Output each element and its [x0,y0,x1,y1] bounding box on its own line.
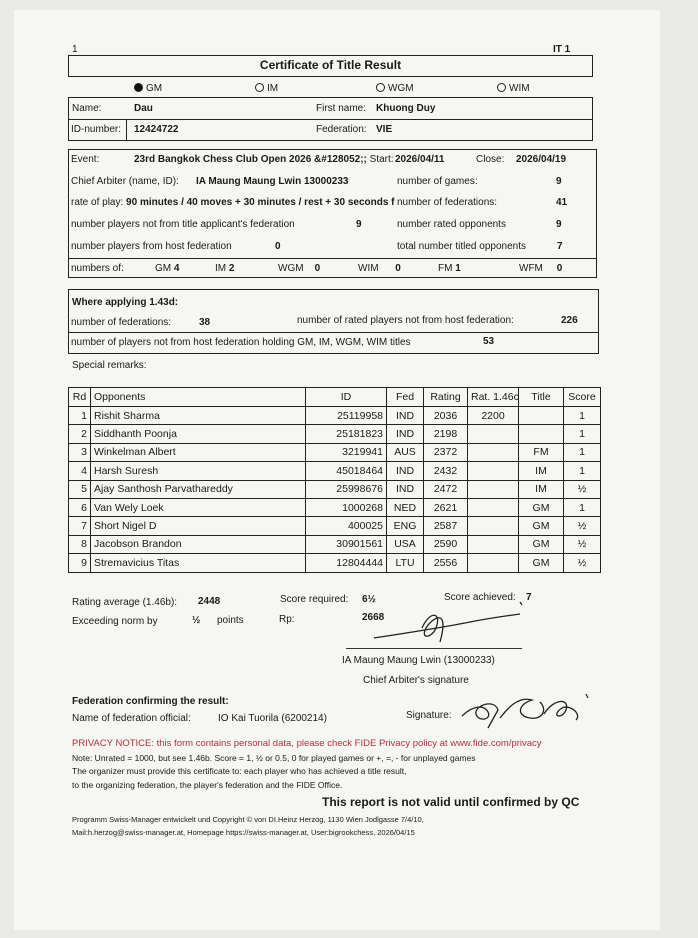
col-rd: Rd [69,388,91,407]
from-host-value: 0 [275,241,281,252]
federation-label: Federation: [316,124,367,135]
col-rat146c: Rat. 1.46c [468,388,519,407]
col-score: Score [564,388,601,407]
not-from-applicant-value: 9 [356,219,362,230]
not-from-applicant-label: number players not from title applicant's federation [71,219,295,230]
from-host-label: number players from host federation [71,241,232,252]
arbiter-label: Chief Arbiter (name, ID): [71,176,179,187]
privacy-notice: PRIVACY NOTICE: this form contains personal data, please check FIDE Privacy policy at www.fide.com/privacy [72,738,542,749]
rated-opponents-label: number rated opponents [397,219,506,230]
table-row: 1 Rishit Sharma 25119958 IND 2036 2200 1 [69,407,601,425]
games-label: number of games: [397,176,478,187]
table-row: 3 Winkelman Albert 3219941 AUS 2372 FM 1 [69,443,601,461]
table-header [69,388,601,407]
exceeding-value: ½ [192,615,201,626]
event-label: Event: [71,154,100,165]
radio-empty-icon [497,83,506,92]
count-wgm: WGM 0 [278,263,321,274]
col-fed: Fed [387,388,424,407]
col-title: Title [519,388,564,407]
opponents-table [68,387,601,573]
points-label: points [217,615,244,626]
signature-label: Signature: [406,710,452,721]
player-first-name: Khuong Duy [376,103,436,114]
rp-value: 2668 [362,612,385,623]
count-wfm: WFM 0 [519,263,563,274]
federations-label: number of federations: [397,197,498,208]
official-label: Name of federation official: [72,713,191,724]
table-row: 7 Short Nigel D 400025 ENG 2587 GM ½ [69,517,601,535]
applying-federations-value: 38 [199,317,211,328]
radio-empty-icon [376,83,385,92]
close-label: Close: [476,154,505,165]
rating-average-label: Rating average (1.46b): [72,597,178,608]
count-gm: GM 4 [155,263,180,274]
arbiter-signature-icon [370,598,530,650]
col-opponents: Opponents [91,388,306,407]
divider [68,332,599,333]
radio-gm[interactable]: GM [134,83,162,94]
event-start: 2026/04/11 [395,154,445,165]
applying-heading: Where applying 1.43d: [72,297,179,308]
col-id: ID [306,388,387,407]
table-row: 8 Jacobson Brandon 30901561 USA 2590 GM ½ [69,535,601,553]
radio-empty-icon [255,83,264,92]
radio-wim[interactable]: WIM [497,83,530,94]
federation-signature-icon [458,688,598,732]
rated-not-host-value: 226 [561,315,578,326]
table-row: 4 Harsh Suresh 45018464 IND 2432 IM 1 [69,462,601,480]
games-value: 9 [556,176,562,187]
table-row: 2 Siddhanth Poonja 25181823 IND 2198 1 [69,425,601,443]
table-row: 9 Stremavicius Titas 12804444 LTU 2556 GM ½ [69,554,601,572]
event-name: 23rd Bangkok Chess Club Open 2026 &#128052;; Start: [134,154,394,165]
player-id: 12424722 [134,124,179,135]
divider [126,119,127,141]
federation-heading: Federation confirming the result: [72,696,229,707]
federations-value: 41 [556,197,568,208]
player-federation: VIE [376,124,393,135]
player-surname: Dau [134,103,153,114]
rate-of-play: rate of play: 90 minutes / 40 moves + 30 minutes / rest + 30 seconds f [71,197,395,208]
note-organizer: The organizer must provide this certificate to: each player who has achieved a title result, [72,766,407,776]
official-name: IO Kai Tuorila (6200214) [218,713,327,724]
qc-warning: This report is not valid until confirmed by QC [322,795,580,809]
note-unrated: Note: Unrated = 1000, but see 1.46b. Score = 1, ½ or 0.5, 0 for played games or +, =, - for unplayed games [72,753,476,763]
divider [68,258,597,259]
divider [68,119,593,120]
numbers-of-label: numbers of: [71,263,124,274]
footer-contact: Mail:h.herzog@swiss-manager.at, Homepage https://swiss-manager.at, User:bigrookchess, 2026/04/15 [72,828,415,837]
name-label: Name: [72,103,102,114]
certificate-title: Certificate of Title Result [259,58,402,72]
radio-im[interactable]: IM [255,83,278,94]
arbiter-value: IA Maung Maung Lwin 13000233 [196,176,349,187]
titled-opponents-value: 7 [557,241,563,252]
applying-federations-label: number of federations: [71,317,172,328]
first-name-label: First name: [316,103,367,114]
rated-not-host-label: number of rated players not from host federation: [297,315,514,326]
score-achieved-label: Score achieved: [444,592,516,603]
col-rating: Rating [424,388,468,407]
arbiter-signature-caption: Chief Arbiter's signature [363,675,469,686]
rating-average-value: 2448 [198,596,221,607]
count-im: IM 2 [215,263,235,274]
id-label: ID-number: [71,124,122,135]
score-achieved-value: 7 [526,592,532,603]
rated-opponents-value: 9 [556,219,562,230]
titled-not-host-value: 53 [483,336,495,347]
rp-label: Rp: [279,614,295,625]
score-required-label: Score required: [280,594,349,605]
form-code: IT 1 [553,44,571,55]
titled-not-host-label: number of players not from host federation holding GM, IM, WGM, WIM titles [71,337,411,348]
event-close: 2026/04/19 [516,154,567,165]
score-required-value: 6½ [362,594,376,605]
footer-copyright: Programm Swiss-Manager entwickelt und Copyright © von DI.Heinz Herzog, 1130 Wien Jodlgasse 7/4/10, [72,815,424,824]
note-recipients: to the organizing federation, the player's federation and the FIDE Office. [72,780,343,790]
table-row: 6 Van Wely Loek 1000268 NED 2621 GM 1 [69,498,601,516]
radio-selected-icon [134,83,143,92]
titled-opponents-label: total number titled opponents [397,241,526,252]
signature-line [346,648,522,649]
special-remarks-label: Special remarks: [72,360,147,371]
count-fm: FM 1 [438,263,461,274]
radio-wgm[interactable]: WGM [376,83,414,94]
page-number: 1 [72,44,78,55]
exceeding-label: Exceeding norm by [72,616,158,627]
arbiter-signature-name: IA Maung Maung Lwin (13000233) [342,655,495,666]
table-row: 5 Ajay Santhosh Parvathareddy 25998676 IND 2472 IM ½ [69,480,601,498]
count-wim: WIM 0 [358,263,401,274]
